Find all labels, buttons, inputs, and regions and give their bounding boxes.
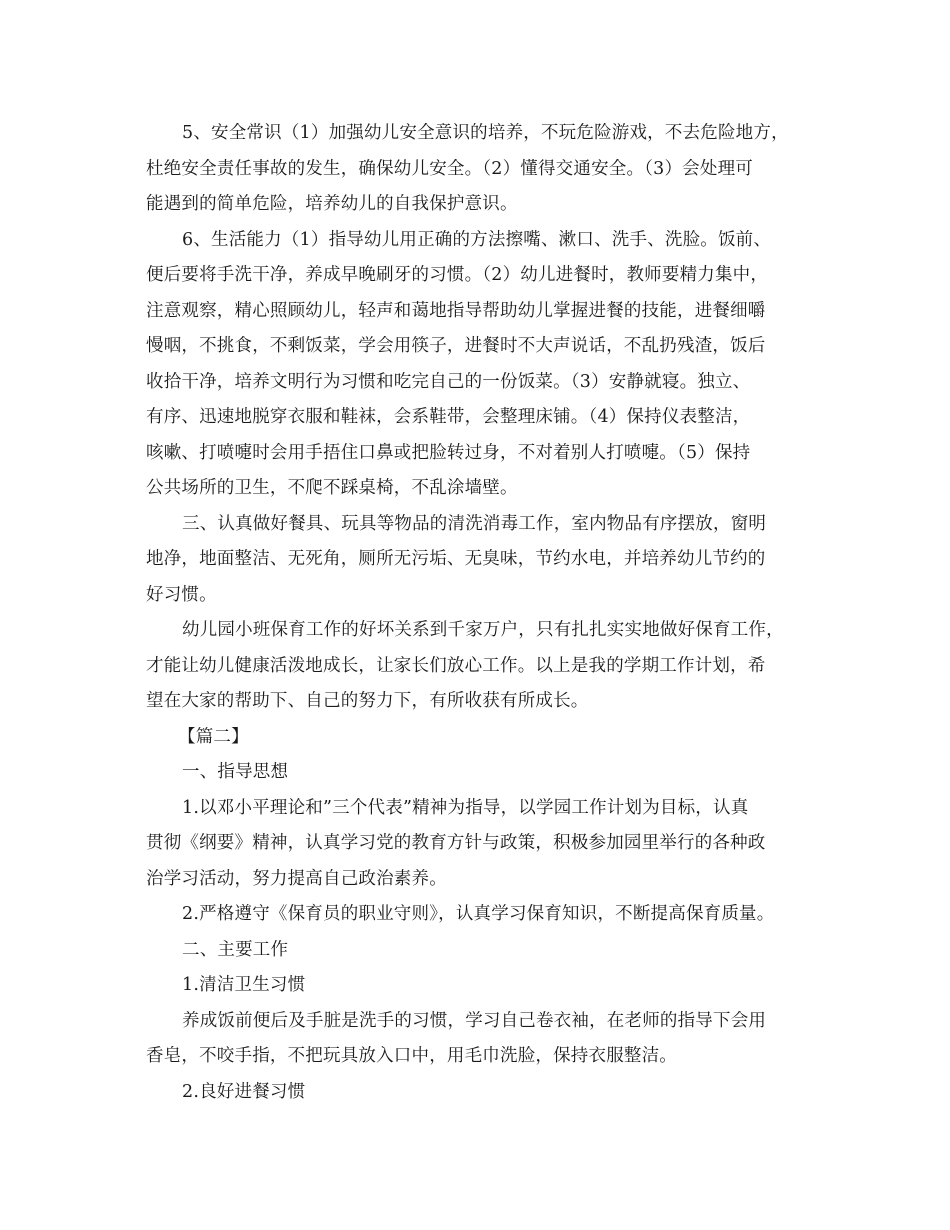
text-line: 能遇到的简单危险，培养幼儿的自我保护意识。	[146, 194, 518, 214]
document-body	[146, 116, 810, 1110]
text-line: 好习惯。	[146, 584, 217, 605]
text-line: 慢咽，不挑食，不剩饭菜，学会用筷子，进餐时不大声说话，不乱扔残渣，饭后	[146, 336, 766, 356]
text-line: 杜绝安全责任事故的发生，确保幼儿安全。（2）懂得交通安全。（3）会处理可	[146, 158, 753, 179]
text-line: 才能让幼儿健康活泼地成长，让家长们放心工作。以上是我的学期工作计划，希	[146, 655, 766, 676]
text-line: 6、生活能力（1）指导幼儿用正确的方法擦嘴、漱口、洗手、洗脸。饭前、	[182, 229, 772, 250]
text-line: 2.严格遵守《保育员的职业守则》，认真学习保育知识，不断提高保育质量。	[182, 904, 775, 924]
text-line: 养成饭前便后及手脏是洗手的习惯，学习自己卷衣袖，在老师的指导下会用	[182, 1010, 767, 1031]
text-line: 望在大家的帮助下、自己的努力下，有所收获有所成长。	[146, 691, 589, 711]
text-line: 二、主要工作	[182, 939, 289, 960]
text-line: 收拾干净，培养文明行为习惯和吃完自己的一份饭菜。（3）安静就寝。独立、	[146, 371, 751, 392]
text-line: 【篇二】	[178, 726, 249, 747]
text-line: 2.良好进餐习惯	[182, 1081, 306, 1102]
text-line: 幼儿园小班保育工作的好坏关系到千家万户，只有扎扎实实地做好保育工作，	[182, 620, 784, 640]
text-line: 5、安全常识（1）加强幼儿安全意识的培养，不玩危险游戏，不去危险地方，	[182, 123, 789, 143]
text-line: 1.清洁卫生习惯	[182, 975, 306, 995]
text-line: 咳嗽、打喷嚏时会用手捂住口鼻或把脸转过身，不对着别人打喷嚏。（5）保持	[146, 442, 751, 463]
text-line: 注意观察，精心照顾幼儿，轻声和蔼地指导帮助幼儿掌握进餐的技能，进餐细嚼	[146, 300, 766, 321]
text-line: 有序、迅速地脱穿衣服和鞋袜，会系鞋带，会整理床铺。（4）保持仪表整洁，	[146, 407, 751, 427]
text-line: 公共场所的卫生，不爬不踩桌椅，不乱涂墙壁。	[146, 478, 518, 498]
text-line: 贯彻《纲要》精神，认真学习党的教育方针与政策，积极参加园里举行的各种政	[146, 833, 766, 853]
text-line: 香皂，不咬手指，不把玩具放入口中，用毛巾洗脸，保持衣服整洁。	[146, 1046, 677, 1066]
text-line: 三、认真做好餐具、玩具等物品的清洗消毒工作，室内物品有序摆放，窗明	[182, 513, 767, 534]
text-line: 1.以邓小平理论和”三个代表”精神为指导，以学园工作计划为目标，认真	[182, 797, 749, 818]
text-line: 便后要将手洗干净，养成早晚刷牙的习惯。（2）幼儿进餐时，教师要精力集中，	[146, 265, 769, 285]
text-line: 一、指导思想	[182, 762, 289, 782]
text-line: 地净，地面整洁、无死角，厕所无污垢、无臭味，节约水电，并培养幼儿节约的	[146, 549, 766, 569]
text-line: 治学习活动，努力提高自己政治素养。	[146, 868, 447, 889]
